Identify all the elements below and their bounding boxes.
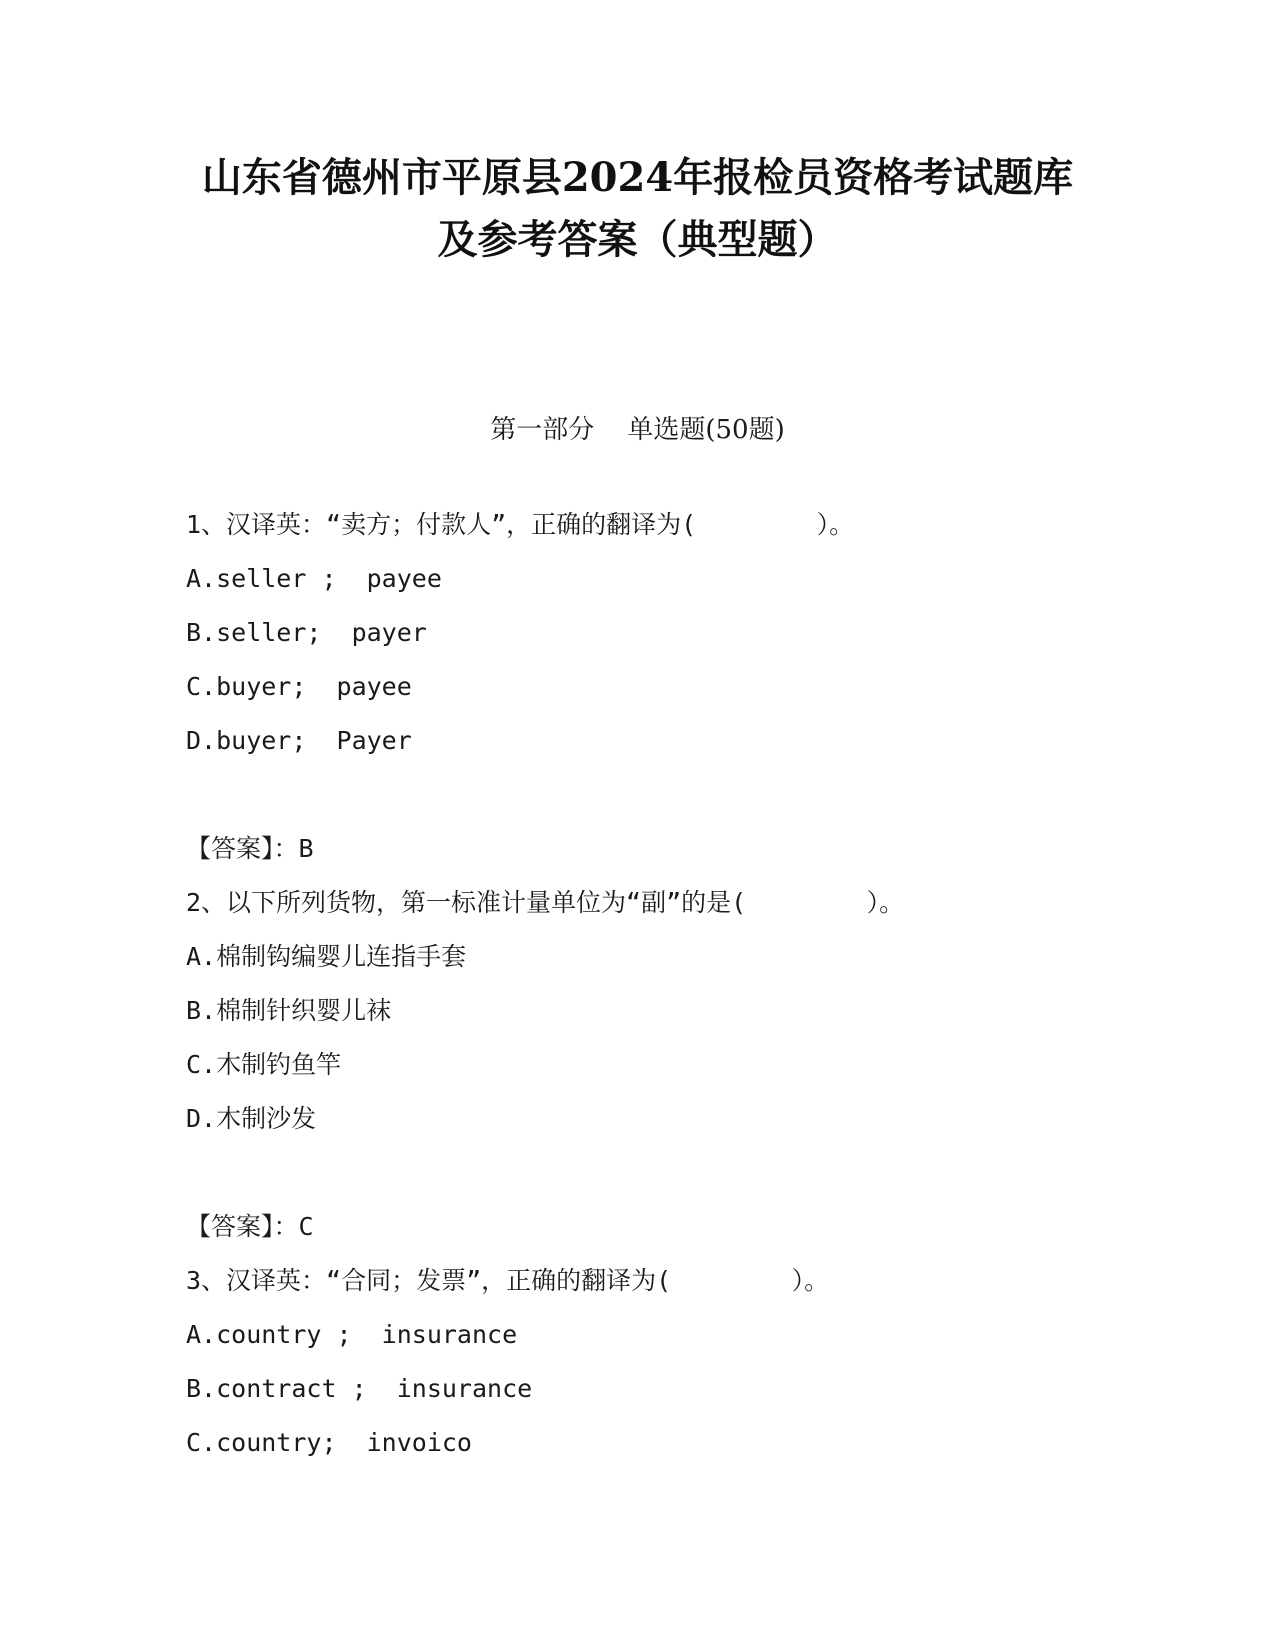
question-2-option-c: C.木制钓鱼竿 <box>186 1050 342 1079</box>
question-1-stem: 1、汉译英：“卖方；付款人”，正确的翻译为( ）。 <box>186 510 855 539</box>
question-2-option-a: A.棉制钩编婴儿连指手套 <box>186 942 467 971</box>
document-title-line-1: 山东省德州市平原县2024年报检员资格考试题库 <box>201 154 1074 201</box>
document-title-line-2: 及参考答案（典型题） <box>437 216 838 263</box>
question-3-option-b: B.contract ; insurance <box>186 1374 533 1403</box>
section-heading: 第一部分 单选题(50题) <box>490 415 785 445</box>
question-2-option-b: B.棉制针织婴儿袜 <box>186 996 392 1025</box>
question-2-stem: 2、以下所列货物，第一标准计量单位为“副”的是( ）。 <box>186 888 905 917</box>
question-3-option-a: A.country ; insurance <box>186 1320 518 1349</box>
question-1-option-a: A.seller ; payee <box>186 564 442 593</box>
question-1-answer: 【答案】：B <box>186 834 314 863</box>
question-3-stem: 3、汉译英：“合同；发票”，正确的翻译为( ）。 <box>186 1266 830 1295</box>
question-2-answer: 【答案】：C <box>186 1212 314 1241</box>
question-1-option-b: B.seller; payer <box>186 618 427 647</box>
question-2-option-d: D.木制沙发 <box>186 1104 317 1133</box>
question-3-option-c: C.country; invoico <box>186 1428 472 1457</box>
question-1-option-c: C.buyer; payee <box>186 672 412 701</box>
question-1-option-d: D.buyer; Payer <box>186 726 412 755</box>
